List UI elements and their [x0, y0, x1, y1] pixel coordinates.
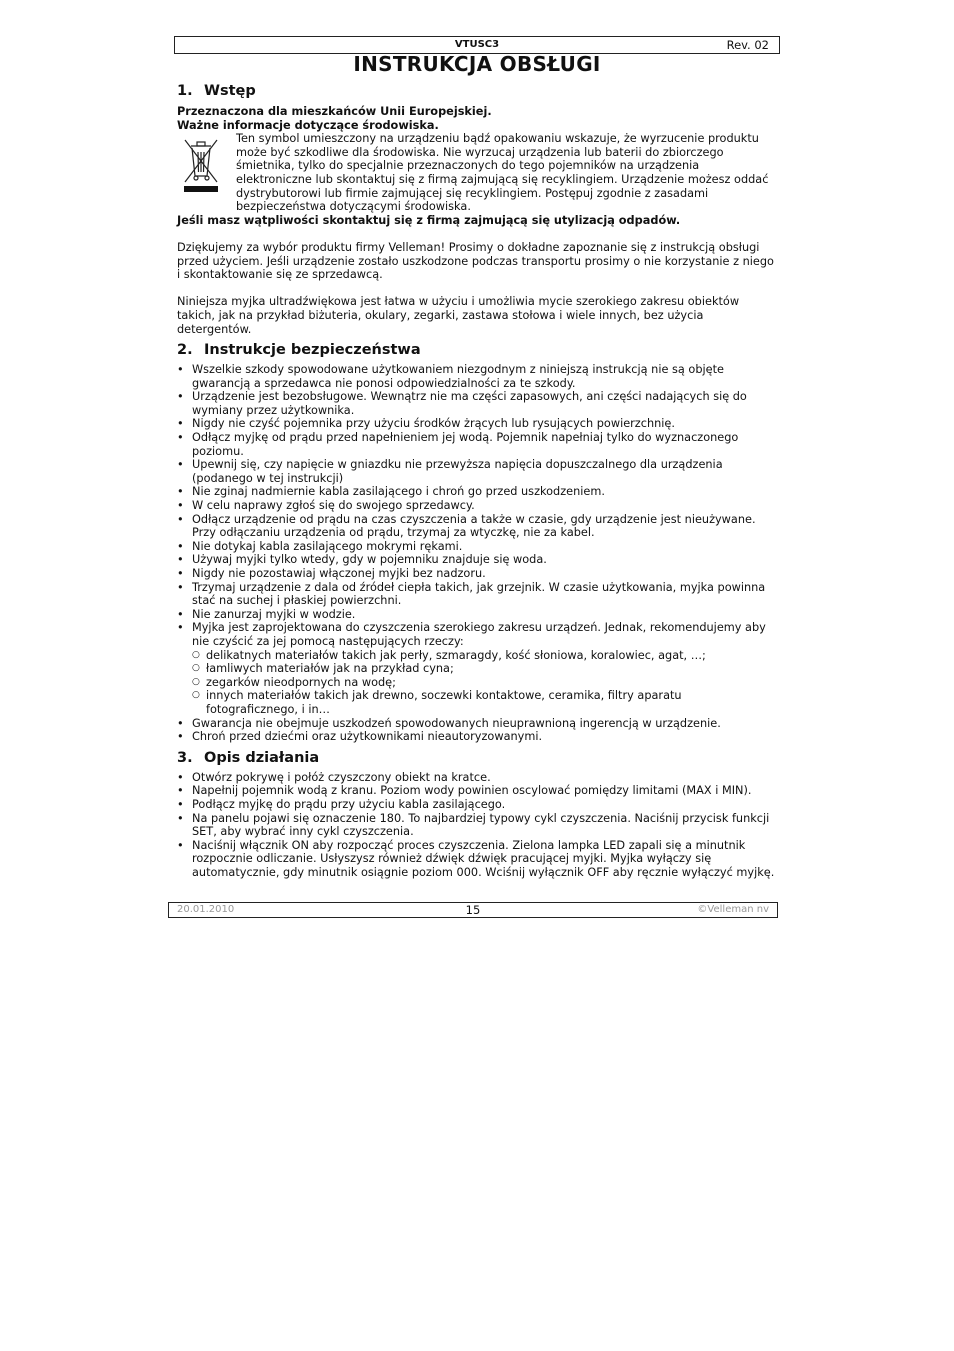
operation-list — [177, 771, 777, 880]
sub-list-item: ○ łamliwych materiałów jak na przykład cyna; — [192, 662, 777, 676]
revision: Rev. 02 — [726, 38, 769, 52]
list-item: • Otwórz pokrywę i połóż czyszczony obiekt na kratce. — [177, 771, 777, 785]
env-info-heading: Ważne informacje dotyczące środowiska. — [177, 118, 439, 132]
page-title: INSTRUKCJA OBSŁUGI — [353, 52, 601, 76]
safety-list — [177, 363, 777, 744]
page-number: 15 — [465, 903, 481, 917]
list-item: • W celu naprawy zgłoś się do swojego sprzedawcy. — [177, 499, 777, 513]
list-item: • Używaj myjki tylko wtedy, gdy w pojemniku znajduje się woda. — [177, 553, 777, 567]
list-item: • Na panelu pojawi się oznaczenie 180. To najbardziej typowy cykl czyszczenia. Naciśnij przycisk funkcji SET, aby wybrać inny cykl czyszczenia. — [177, 812, 777, 839]
list-item: • Podłącz myjkę do prądu przy użyciu kabla zasilającego. — [177, 798, 777, 812]
list-item: • Naciśnij włącznik ON aby rozpocząć proces czyszczenia. Zielona lampka LED zapali się a minutnik rozpocznie odliczanie. Usłyszysz również dźwięk dźwięk pracującej myjki. Myjka wyłączy się automatycznie, gdy minutnik osiągnie poziom 000. Wciśnij wyłącznik OFF aby ręcznie wyłączyć myjkę. — [177, 839, 777, 880]
excluded-materials-list — [192, 649, 777, 717]
list-item: • Trzymaj urządzenie z dala od źródeł ciepła takich, jak grzejnik. W czasie użytkowania, myjka powinna stać na suchej i płaskiej powierzchni. — [177, 581, 777, 608]
section-heading-intro: 1. Wstęp — [177, 83, 256, 99]
list-item: • Odłącz myjkę od prądu przed napełnieniem jej wodą. Pojemnik napełniaj tylko do wyznaczonego poziomu. — [177, 431, 777, 458]
list-item: • Nie zanurzaj myjki w wodzie. — [177, 608, 777, 622]
disposal-contact-note: Jeśli masz wątpliwości skontaktuj się z firmą zajmującą się utylizacją odpadów. — [177, 213, 681, 227]
weee-bin-icon — [181, 136, 221, 194]
list-item: • Upewnij się, czy napięcie w gniazdku nie przewyższa napięcia dopuszczalnego dla urządzenia (podanego w tej instrukcji) — [177, 458, 777, 485]
list-item: • Wszelkie szkody spowodowane użytkowaniem niezgodnym z niniejszą instrukcją nie są objęte gwarancją a sprzedawca nie ponosi odpowiedzialności za te szkody. — [177, 363, 777, 390]
list-item: • Urządzenie jest bezobsługowe. Wewnątrz nie ma części zapasowych, ani części nadających się do wymiany przez użytkownika. — [177, 390, 777, 417]
thanks-paragraph: Dziękujemy za wybór produktu firmy Velleman! Prosimy o dokładne zapoznanie się z instrukcją obsługi przed użyciem. Jeśli urządzenie zostało uszkodzone podczas transportu prosimy o nie korzystanie z niego i skontaktowanie się ze sprzedawcą. — [177, 240, 774, 282]
sub-list-item: ○ delikatnych materiałów takich jak perły, szmaragdy, kość słoniowa, koralowiec, agat, …; — [192, 649, 777, 663]
list-item: • Nigdy nie pozostawiaj włączonej myjki bez nadzoru. — [177, 567, 777, 581]
page-footer — [168, 902, 778, 918]
list-item: • Nie zginaj nadmiernie kabla zasilającego i chroń go przed uszkodzeniem. — [177, 485, 777, 499]
product-description: Niniejsza myjka ultradźwiękowa jest łatwa w użyciu i umożliwia mycie szerokiego zakresu obiektów takich, jak na przykład biżuteria, okulary, zegarki, zastawa stołowa i wiele innych, bez użycia detergentów. — [177, 295, 740, 336]
list-item: • Odłącz urządzenie od prądu na czas czyszczenia a także w czasie, gdy urządzenie jest nieużywane. Przy odłączaniu urządzenia od prądu, trzymaj za wtyczkę, nie za kabel. — [177, 513, 777, 540]
list-item: • Nie dotykaj kabla zasilającego mokrymi rękami. — [177, 540, 777, 554]
sub-list-item: ○ zegarków nieodpornych na wodę; — [192, 676, 777, 690]
footer-copyright: ©Velleman nv — [697, 904, 769, 915]
document-body — [177, 82, 777, 879]
model-code: VTUSC3 — [454, 39, 500, 50]
weee-description: Ten symbol umieszczony na urządzeniu bądź opakowaniu wskazuje, że wyrzucenie produktu może być szkodliwe dla środowiska. Nie wyrzucaj urządzenia lub baterii do zbiorczego śmietnika, tylko do specjalnie przeznaczonych do tego pojemników na urządzenia elektroniczne lub skontaktuj się z firmą zajmującą się recyklingiem. Urządzenie możesz oddać dystrybutorowi lub firmie zajmującej się recyklingiem. Postępuj zgodnie z zasadami bezpieczeństwa dotyczącymi środowiska. — [236, 132, 769, 214]
weee-notice — [177, 132, 777, 214]
list-item: • Chroń przed dziećmi oraz użytkownikami nieautoryzowanymi. — [177, 730, 777, 744]
list-item: • Nigdy nie czyść pojemnika przy użyciu środków żrących lub rysujących powierzchnię. — [177, 417, 777, 431]
section-heading-safety: 2. Instrukcje bezpieczeństwa — [177, 342, 421, 359]
footer-date: 20.01.2010 — [177, 904, 235, 915]
section-heading-operation: 3. Opis działania — [177, 749, 320, 766]
eu-notice: Przeznaczona dla mieszkańców Unii Europejskiej. — [177, 105, 492, 118]
list-item: • Myjka jest zaprojektowana do czyszczenia szerokiego zakresu urządzeń. Jednak, rekomendujemy aby nie czyścić za jej pomocą następujących rzeczy: ○ delikatnych materiałów takich jak perły, szmaragdy, kość słoniowa, koralowiec, agat, …; ○ łamliwych materiałów jak na przykład cyna; ○ zegarków nieodpornych na wodę; ○ innych materiałów takich jak drewno, soczewki kontaktowe, ceramika, filtry aparatu fotograficznego, i in… — [177, 621, 777, 716]
list-item: • Gwarancja nie obejmuje uszkodzeń spowodowanych nieuprawnioną ingerencją w urządzenie. — [177, 717, 777, 731]
list-item: • Napełnij pojemnik wodą z kranu. Poziom wody powinien oscylować pomiędzy limitami (MAX i MIN). — [177, 784, 777, 798]
sub-list-item: ○ innych materiałów takich jak drewno, soczewki kontaktowe, ceramika, filtry aparatu fotograficznego, i in… — [192, 689, 777, 716]
